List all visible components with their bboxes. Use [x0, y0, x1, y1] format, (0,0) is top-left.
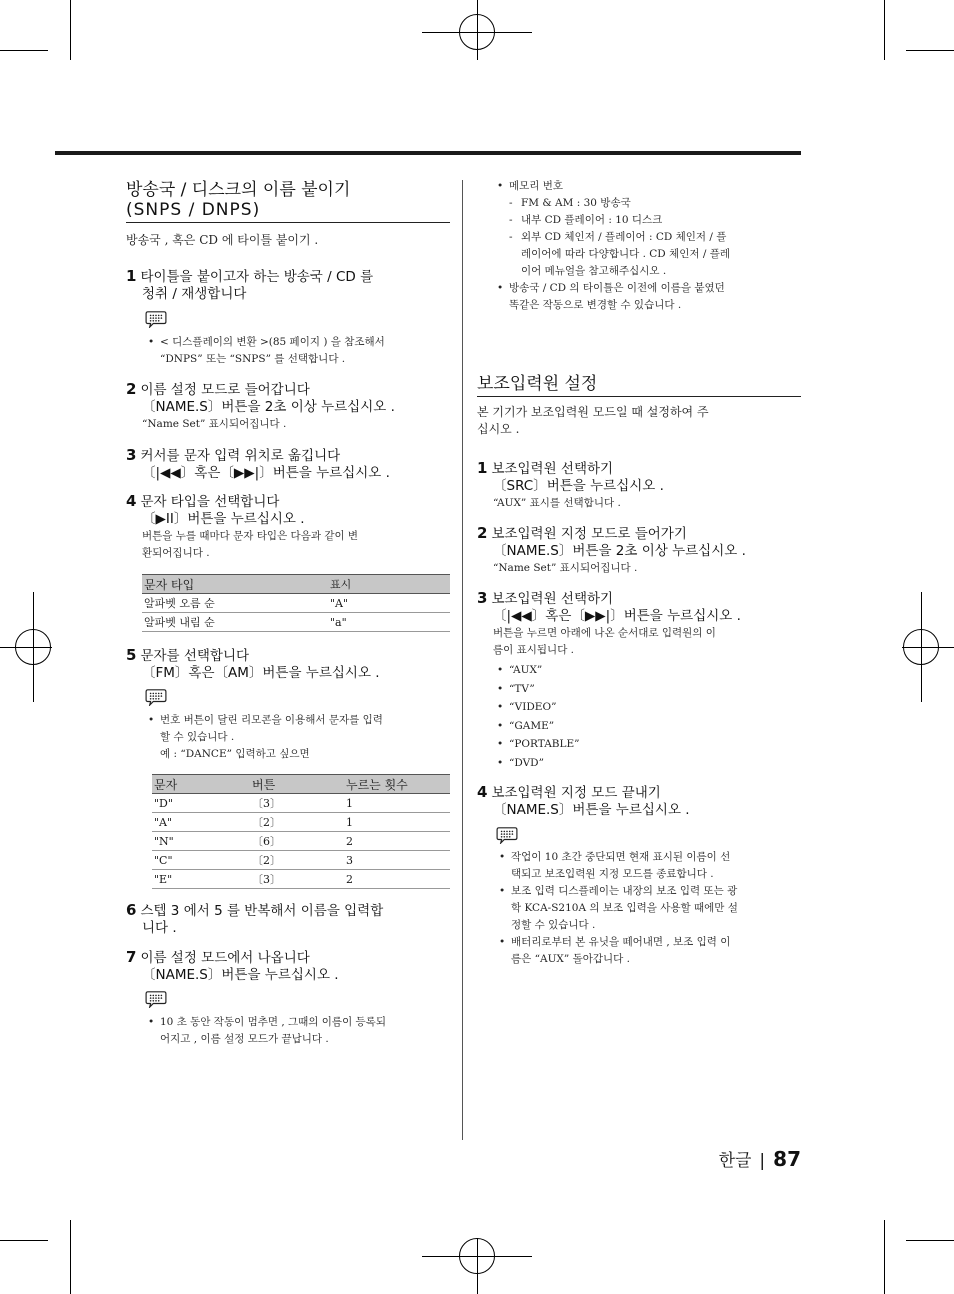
- step-6: 6 스텝 3 에서 5 를 반복해서 이름을 입력합 니다 .: [126, 901, 384, 936]
- step-4: 4 문자 타입을 선택합니다 〔▶II〕버튼을 누르십시오 . 버튼을 누를 때마다 문자 타입은 다음과 같이 변 환되어집니다 .: [126, 492, 359, 559]
- section-title-snps: 방송국 / 디스크의 이름 붙이기 (SNPS / DNPS): [126, 180, 450, 223]
- list-item: • “TV”: [497, 680, 797, 699]
- step-5: 5 문자를 선택합니다 〔FM〕혹은〔AM〕버튼을 누르십시오 .: [126, 646, 380, 681]
- table-row: 알파벳 내림 순 "a": [142, 613, 450, 632]
- table-row: "E" 〔3〕 2: [152, 870, 450, 889]
- step-1: 1 타이틀을 붙이고자 하는 방송국 / CD 를 청취 / 재생합니다: [126, 267, 374, 302]
- note-icon: [144, 688, 168, 706]
- step-3: 3 커서를 문자 입력 위치로 옮깁니다 〔|◀◀〕혹은〔▶▶|〕버튼을 누르십시오 .: [126, 446, 390, 481]
- table-row: "C" 〔2〕 3: [152, 851, 450, 870]
- memory-notes: • 메모리 번호 - FM & AM : 30 방송국 - 내부 CD 플레이어 : 10 디스크 - 외부 CD 체인저 / 플레이어 : CD 체인저 / 플 레이어에 따라 다양합니다 . CD 체인저 / 플레 이어 메뉴얼을 참고해주십시오 . • 방송국 / CD 의 타이틀은 이전에 이름을 붙였던 똑같은 작동으로 변경할 수 있습니다 .: [497, 178, 801, 314]
- registration-mark-icon: [459, 14, 495, 50]
- char-type-table: 문자 타입 표시 알파벳 오름 순 "A" 알파벳 내림 순 "a": [142, 574, 450, 632]
- page-footer: [719, 1146, 801, 1171]
- step-2: 2 이름 설정 모드로 들어갑니다 〔NAME.S〕버튼을 2초 이상 누르십시오 . “Name Set” 표시되어집니다 .: [126, 380, 395, 430]
- page-number: 87: [773, 1147, 801, 1171]
- header-rule: [55, 151, 801, 155]
- table-row: "N" 〔6〕 2: [152, 832, 450, 851]
- list-item: • “VIDEO”: [497, 698, 797, 717]
- aux-notes: • 작업이 10 초간 중단되면 현재 표시된 이름이 선 택되고 보조입력원 지정 모드를 종료합니다 . • 보조 입력 디스플레이는 내장의 보조 입력 또는 광 학 KCA-S210A 의 보조 입력을 사용할 때에만 설 정할 수 있습니다 . • 배터리로부터 본 유닛을 떼어내면 , 보조 입력 이 름은 “AUX” 돌아갑니다 .: [499, 849, 801, 968]
- table-row: 알파벳 오름 순 "A": [142, 594, 450, 613]
- footer-separator: |: [759, 1151, 766, 1171]
- list-item: • “GAME”: [497, 717, 797, 736]
- note-7: • 10 초 동안 작동이 멈추면 , 그때의 이름이 등록되 어지고 , 이름 설정 모드가 끝납니다 .: [148, 1014, 450, 1048]
- section-intro: 방송국 , 혹은 CD 에 타이틀 붙이기 .: [126, 233, 319, 247]
- note-icon: [144, 990, 168, 1008]
- column-divider: [462, 180, 463, 1140]
- language-label: 한글: [718, 1151, 752, 1171]
- table-row: "A" 〔2〕 1: [152, 813, 450, 832]
- registration-mark-icon: [15, 629, 51, 665]
- aux-step-3: 3 보조입력원 선택하기 〔|◀◀〕혹은〔▶▶|〕버튼을 누르십시오 . 버튼을 누르면 아래에 나온 순서대로 입력원의 이 름이 표시됩니다 .: [477, 589, 741, 656]
- note-icon: [144, 310, 168, 328]
- note-5: • 번호 버튼이 달린 리모콘을 이용해서 문자를 입력 할 수 있습니다 . 예 : “DANCE” 입력하고 싶으면: [148, 712, 450, 763]
- registration-mark-icon: [459, 1238, 495, 1274]
- list-item: • “AUX”: [497, 661, 797, 680]
- note-icon: [495, 826, 519, 844]
- aux-source-list: [497, 661, 797, 772]
- table-row: "D" 〔3〕 1: [152, 794, 450, 813]
- aux-step-2: 2 보조입력원 지정 모드로 들어가기 〔NAME.S〕버튼을 2초 이상 누르십시오 . “Name Set” 표시되어집니다 .: [477, 524, 746, 574]
- aux-step-4: 4 보조입력원 지정 모드 끝내기 〔NAME.S〕버튼을 누르십시오 .: [477, 783, 690, 818]
- list-item: • “PORTABLE”: [497, 735, 797, 754]
- step-7: 7 이름 설정 모드에서 나옵니다 〔NAME.S〕버튼을 누르십시오 .: [126, 948, 339, 983]
- section2-intro: 본 기기가 보조입력원 모드일 때 설정하여 주 십시오 .: [477, 405, 709, 436]
- registration-mark-icon: [903, 629, 939, 665]
- section-title-aux: 보조입력원 설정: [477, 374, 801, 397]
- dance-input-table: 문자 버튼 누르는 횟수 "D" 〔3〕 1 "A" 〔2〕 1 "N" 〔6〕 2 "C" 〔2〕 3 "E" 〔3〕 2: [152, 774, 450, 889]
- list-item: • “DVD”: [497, 754, 797, 773]
- aux-step-1: 1 보조입력원 선택하기 〔SRC〕버튼을 누르십시오 . “AUX” 표시를 선택합니다 .: [477, 459, 664, 509]
- note-1: • < 디스플레이의 변환 >(85 페이지 ) 을 참조해서 “DNPS” 또는 “SNPS” 를 선택합니다 .: [148, 334, 450, 368]
